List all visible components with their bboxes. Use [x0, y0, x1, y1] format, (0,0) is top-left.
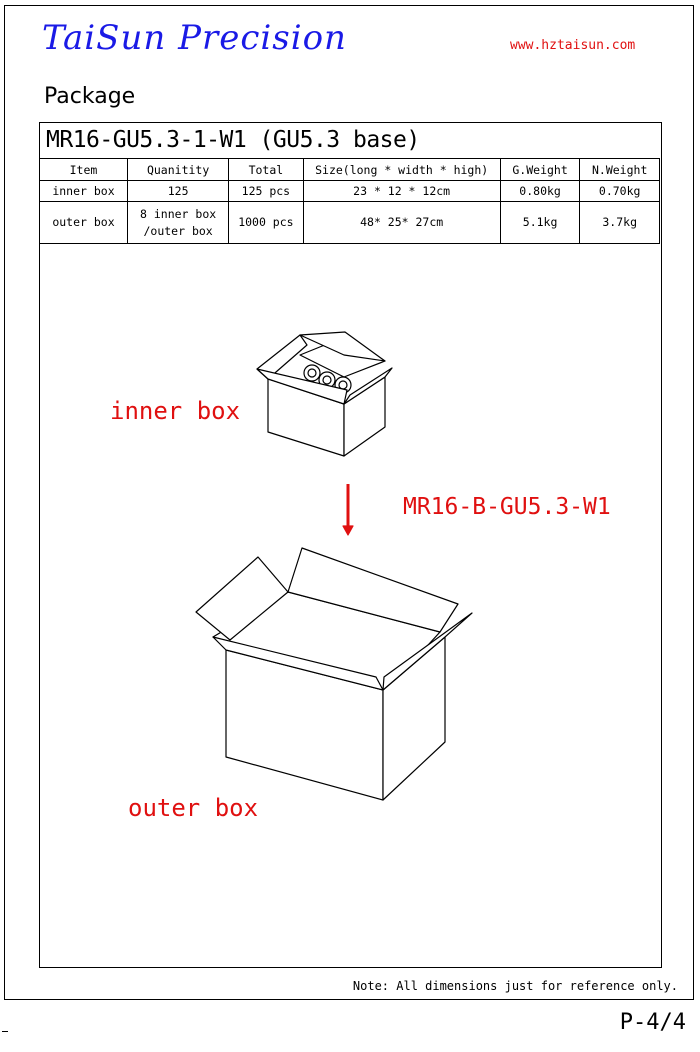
cell-gross-weight: 5.1kg [500, 202, 580, 244]
cell-size: 23 * 12 * 12cm [303, 181, 500, 202]
cell-total: 125 pcs [229, 181, 303, 202]
inner-box-label: inner box [110, 397, 241, 425]
cell-item: inner box [40, 181, 128, 202]
page-number: P-4/4 [619, 1010, 686, 1035]
cell-quantity-line2: /outer box [143, 223, 213, 238]
outer-box-label: outer box [128, 794, 259, 822]
col-item: Item [40, 159, 128, 181]
product-code-label: MR16-B-GU5.3-W1 [403, 494, 611, 520]
company-website: www.hztaisun.com [510, 38, 636, 53]
cell-size: 48* 25* 27cm [303, 202, 500, 244]
cell-total: 1000 pcs [229, 202, 303, 244]
cell-net-weight: 3.7kg [580, 202, 660, 244]
col-net-weight: N.Weight [580, 159, 660, 181]
cell-quantity: 125 [127, 181, 228, 202]
outer-box-illustration [196, 548, 472, 800]
cell-gross-weight: 0.80kg [500, 181, 580, 202]
company-brand: TaiSun Precision [42, 18, 347, 58]
inner-box-illustration [257, 332, 392, 456]
section-title: Package [44, 84, 136, 109]
cell-net-weight: 0.70kg [580, 181, 660, 202]
corner-mark [2, 1031, 8, 1032]
cell-item: outer box [40, 202, 128, 244]
cell-quantity-line1: 8 inner box [140, 206, 217, 221]
footer-note: Note: All dimensions just for reference only. [352, 979, 678, 993]
down-arrow-icon [343, 484, 353, 535]
col-total: Total [229, 159, 303, 181]
col-gross-weight: G.Weight [500, 159, 580, 181]
col-quantity: Quanitity [127, 159, 228, 181]
model-title: MR16-GU5.3-1-W1 (GU5.3 base) [46, 127, 420, 153]
col-size: Size(long * width * high) [303, 159, 500, 181]
